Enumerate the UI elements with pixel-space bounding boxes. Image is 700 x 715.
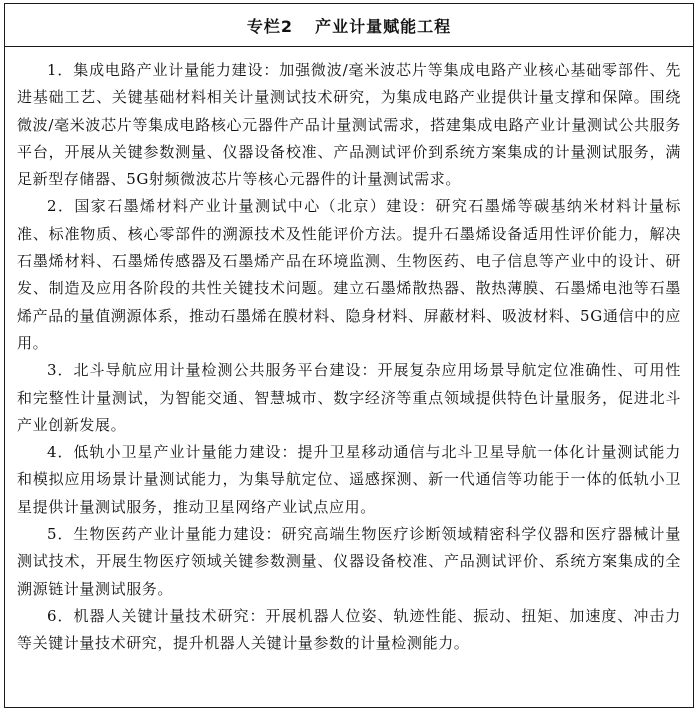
item-paragraph: 2．国家石墨烯材料产业计量测试中心（北京）建设：研究石墨烯等碳基纳米材料计量标准、标准物质、核心零部件的溯源技术及性能评价方法。提升石墨烯设备适用性评价能力，解决石墨烯材料、石墨烯传感器及石墨烯产品在环境监测、生物医药、电子信息等产业中的设计、研发、制造及应用各阶段的共性关键技术问题。建立石墨烯散热器、散热薄膜、石墨烯电池等石墨烯产品的量值溯源体系，推动石墨烯在膜材料、隐身材料、屏蔽材料、吸波材料、5G通信中的应用。 [17,197,681,352]
item-paragraph: 6．机器人关键计量技术研究：开展机器人位姿、轨迹性能、振动、扭矩、加速度、冲击力等关键计量技术研究，提升机器人关键计量参数的计量检测能力。 [17,606,681,653]
item-paragraph: 1．集成电路产业计量能力建设：加强微波/毫米波芯片等集成电路产业核心基础零部件、先进基础工艺、关键基础材料相关计量测试技术研究，为集成电路产业提供计量支撑和保障。围绕微波/毫米波芯片等集成电路核心元器件产品计量测试需求，搭建集成电路产业计量测试公共服务平台，开展从关键参数测量、仪器设备校准、产品测试评价到系统方案集成的计量测试服务，满足新型存储器、5G射频微波芯片等核心元器件的计量测试需求。 [17,61,681,189]
column-body [5,47,693,658]
column-title: 产业计量赋能工程 [315,16,452,36]
column-number: 专栏2 [246,16,294,36]
item-paragraph: 4．低轨小卫星产业计量能力建设：提升卫星移动通信与北斗卫星导航一体化计量测试能力和模拟应用场景计量测试能力，为集导航定位、遥感探测、新一代通信等功能于一体的低轨小卫星提供计量测试服务，推动卫星网络产业试点应用。 [17,443,681,516]
item-paragraph: 5．生物医药产业计量能力建设：研究高端生物医疗诊断领域精密科学仪器和医疗器械计量测试技术，开展生物医疗领域关键参数测量、仪器设备校准、产品测试评价、系统方案集成的全溯源链计量测试服务。 [17,525,681,598]
column-header [5,4,693,47]
item-paragraph: 3．北斗导航应用计量检测公共服务平台建设：开展复杂应用场景导航定位准确性、可用性和完整性计量测试，为智能交通、智慧城市、数字经济等重点领域提供特色计量服务，促进北斗产业创新发展。 [17,361,681,434]
column-box [4,3,694,708]
